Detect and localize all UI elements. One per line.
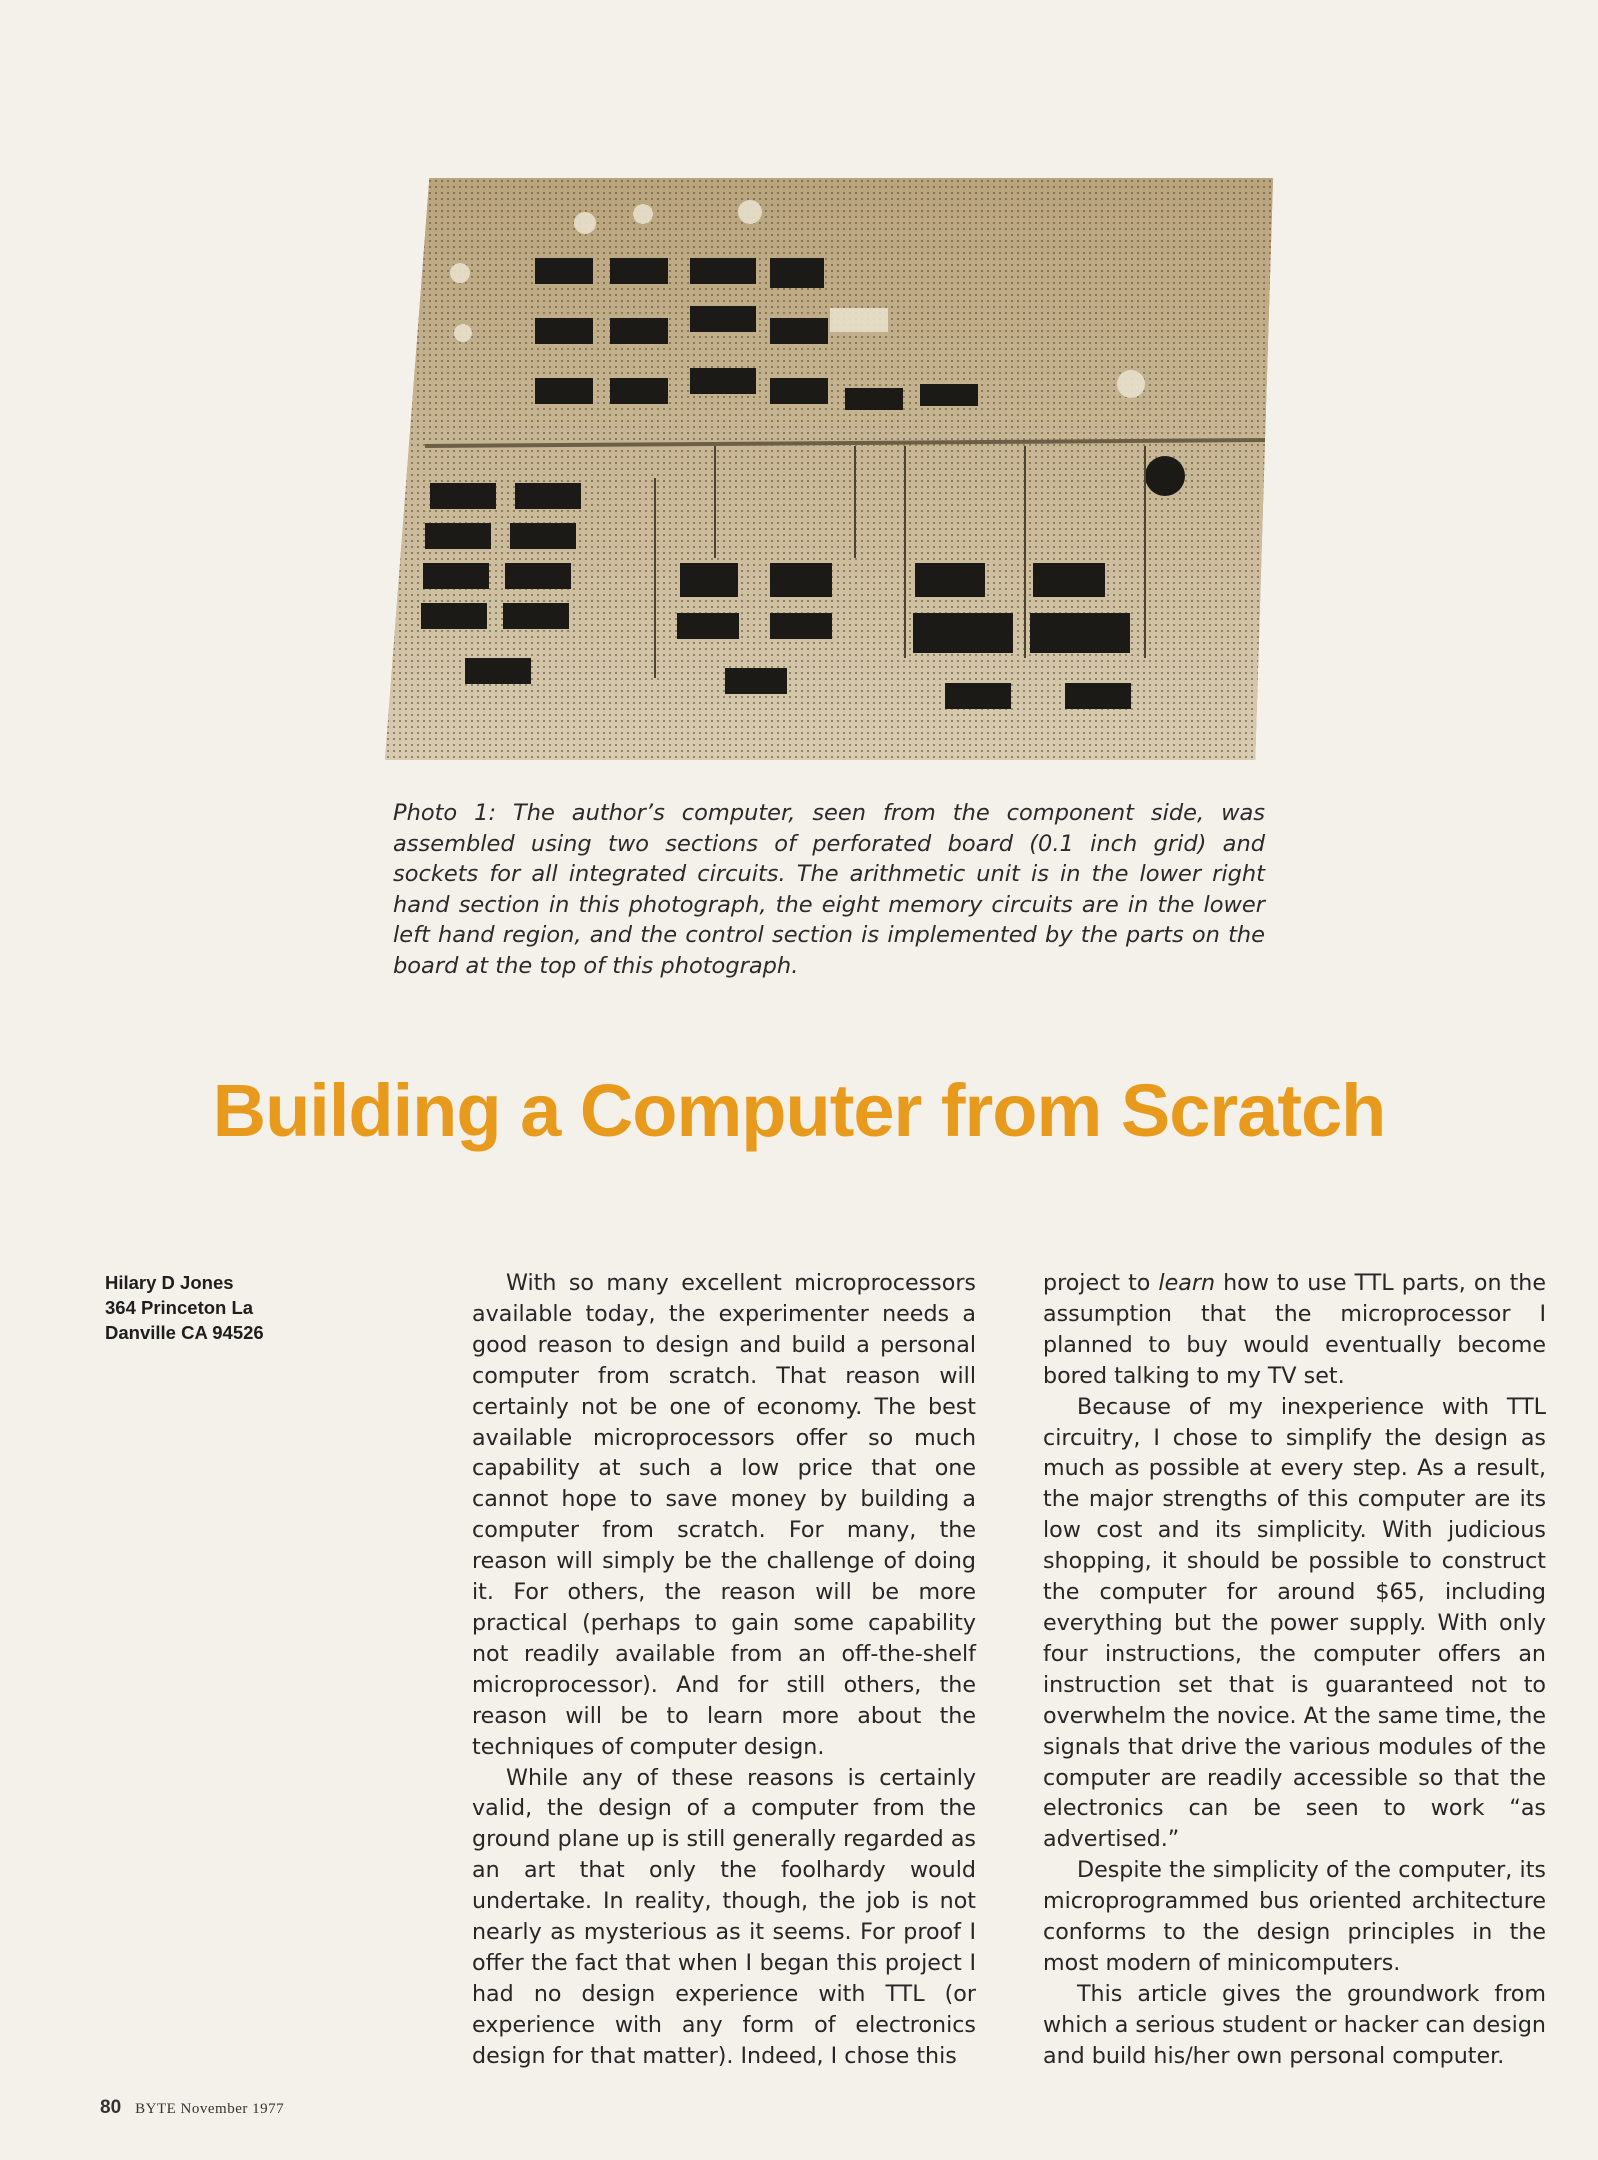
text-run: how to use TTL parts, on the assumption that the microprocessor I planned to buy would eventually become bored talking to my TV set. (1043, 1270, 1546, 1389)
photo-caption: Photo 1: The author’s computer, seen from the component side, was assembled using two sections of perforated board (0.1 inch grid) and sockets for all integrated circuits. The arithmetic unit is in the lower right hand section in this photograph, the eight memory circuits are in the lower left hand region, and the control section is implemented by the parts on the board at the top of this photograph. (393, 800, 1265, 979)
page-number: 80 (100, 2097, 122, 2118)
paragraph: While any of these reasons is certainly valid, the design of a computer from the ground plane up is still generally regarded as an art that only the foolhardy would undertake. In reality, though, the job is not nearly as mysterious as it seems. For proof I offer the fact that when I began this project I had no design experience with TTL (or experience with any form of electronics design for that matter). Indeed, I chose this (472, 1764, 976, 2069)
page-footer (100, 2097, 284, 2119)
paragraph: Because of my inexperience with TTL circuitry, I chose to simplify the design as much as possible at every step. As a result, the major strengths of this computer are its low cost and its simplicity. With judicious shopping, it should be possible to construct the computer for around $65, including everything but the power supply. With only four instructions, the computer offers an instruction set that is guaranteed not to overwhelm the novice. At the same time, the signals that drive the various modules of the computer are readily accessible so that the electronics can be seen to work “as advertised.” (1043, 1393, 1546, 1853)
paragraph: This article gives the groundwork from which a serious student or hacker can design and build his/her own personal computer. (1043, 1980, 1546, 2069)
paragraph: Despite the simplicity of the computer, its microprogrammed bus oriented architecture conforms to the design principles in the most modern of minicomputers. (1043, 1857, 1546, 1976)
issue-label: BYTE November 1977 (135, 2101, 285, 2117)
author-city: Danville CA 94526 (105, 1322, 264, 1343)
circuit-board-photo (385, 178, 1273, 760)
article-title: Building a Computer from Scratch (212, 1069, 1386, 1152)
author-street: 364 Princeton La (105, 1297, 254, 1318)
article-column-1 (472, 1268, 976, 2072)
emphasis-learn: learn (1158, 1270, 1216, 1296)
paragraph: With so many excellent microprocessors available today, the experimenter needs a good reason to design and build a personal computer from scratch. That reason will certainly not be one of economy. The best available microprocessors offer so much capability at such a low price that one cannot hope to save money by building a computer from scratch. For many, the reason will simply be the challenge of doing it. For others, the reason will be more practical (perhaps to gain some capability not readily available from an off-the-shelf microprocessor). And for still others, the reason will be to learn more about the techniques of computer design. (472, 1270, 976, 1760)
author-name: Hilary D Jones (105, 1272, 234, 1293)
text-run: project to (1043, 1270, 1159, 1296)
paragraph-continued (1043, 1268, 1546, 1392)
circuit-board-illustration (385, 178, 1273, 760)
author-block (105, 1270, 365, 1345)
article-column-2 (1043, 1268, 1546, 2072)
